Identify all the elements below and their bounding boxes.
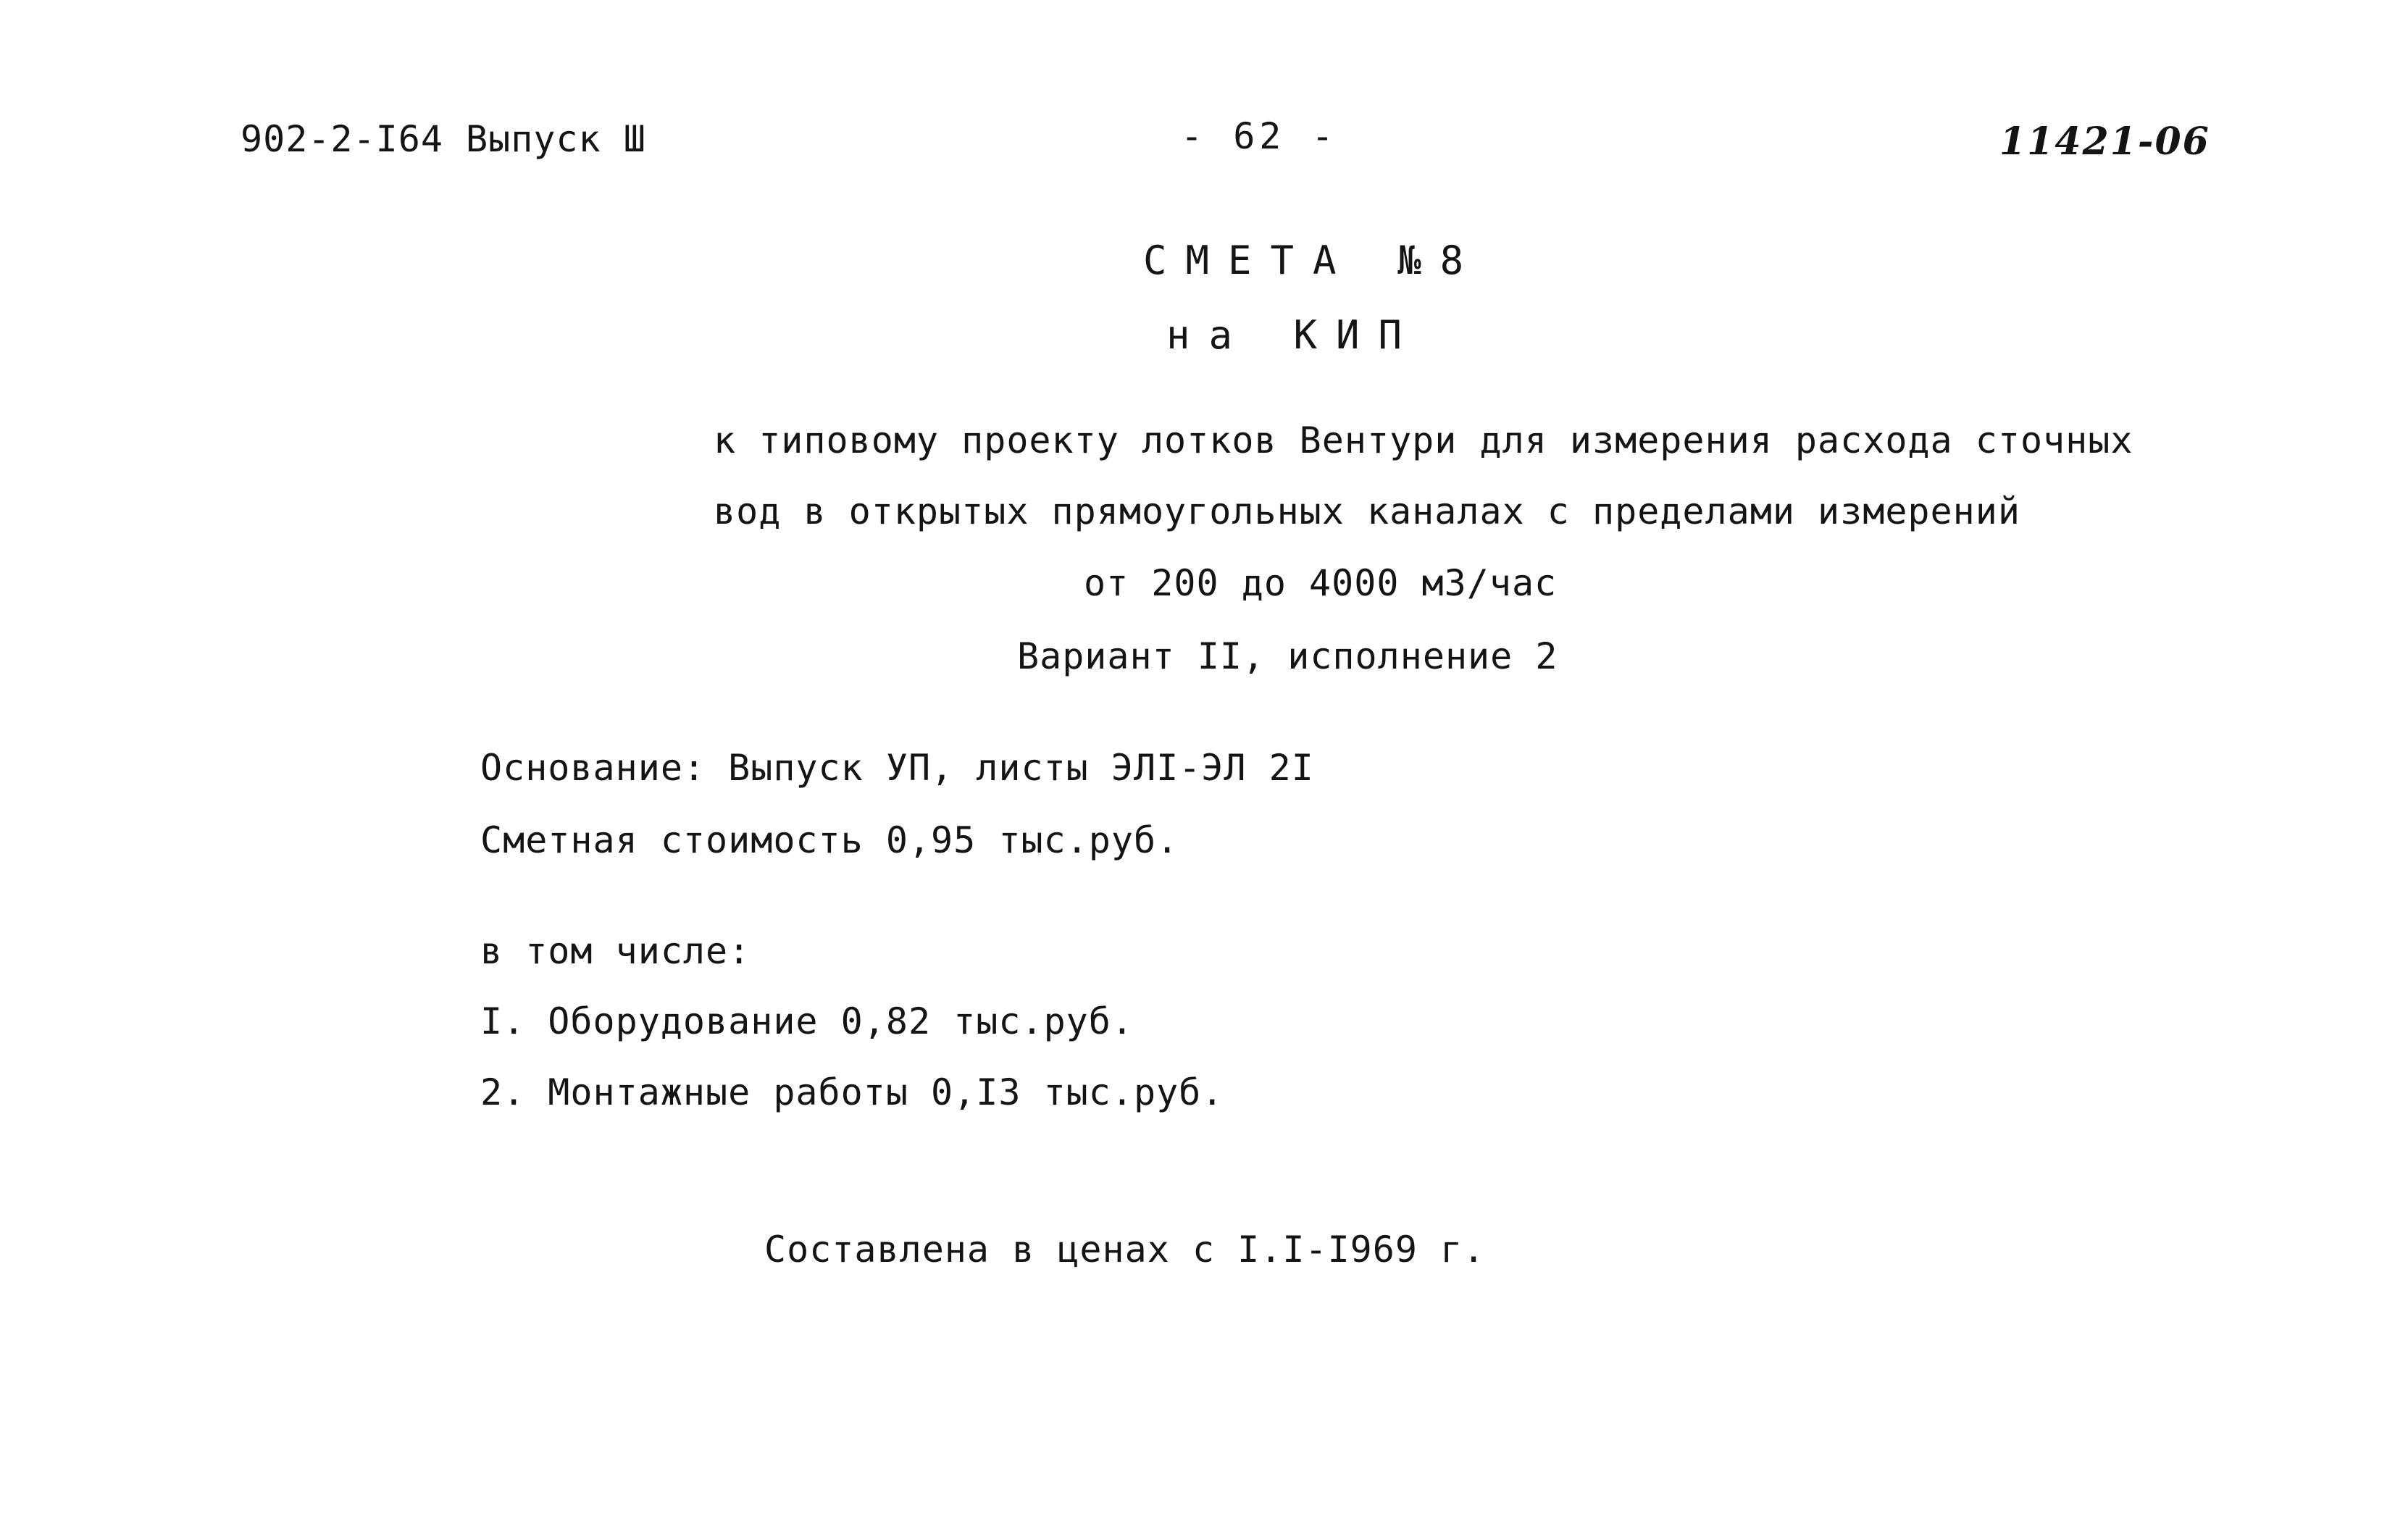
estimated-cost-line: Сметная стоимость 0,95 тыс.руб. [480,819,1179,861]
subtitle-line-3: от 200 до 4000 м3/час [1084,562,1558,604]
subtitle-line-4: Вариант II, исполнение 2 [1017,635,1558,677]
basis-line: Основание: Выпуск УП, листы ЭЛI-ЭЛ 2I [480,747,1314,789]
subtitle-line-1: к типовому проекту лотков Вентури для измерения расхода сточных [714,419,2133,461]
list-item: 2. Монтажные работы 0,I3 тыс.руб. [480,1071,1224,1113]
subtitle-line-2: вод в открытых прямоугольных каналах с пределами измерений [714,490,2020,532]
list-item: I. Оборудование 0,82 тыс.руб. [480,1000,1134,1042]
prices-note: Составлена в ценах с I.I-I969 г. [764,1229,1486,1271]
archive-number: 11421-06 [1999,120,2210,164]
page-number: - 62 - [1181,115,1338,157]
document-title-subject: на КИП [1166,312,1421,358]
including-label: в том числе: [480,930,751,972]
document-title: СМЕТА №8 [1143,238,1483,283]
doc-code: 902-2-I64 Выпуск Ш [241,118,646,160]
